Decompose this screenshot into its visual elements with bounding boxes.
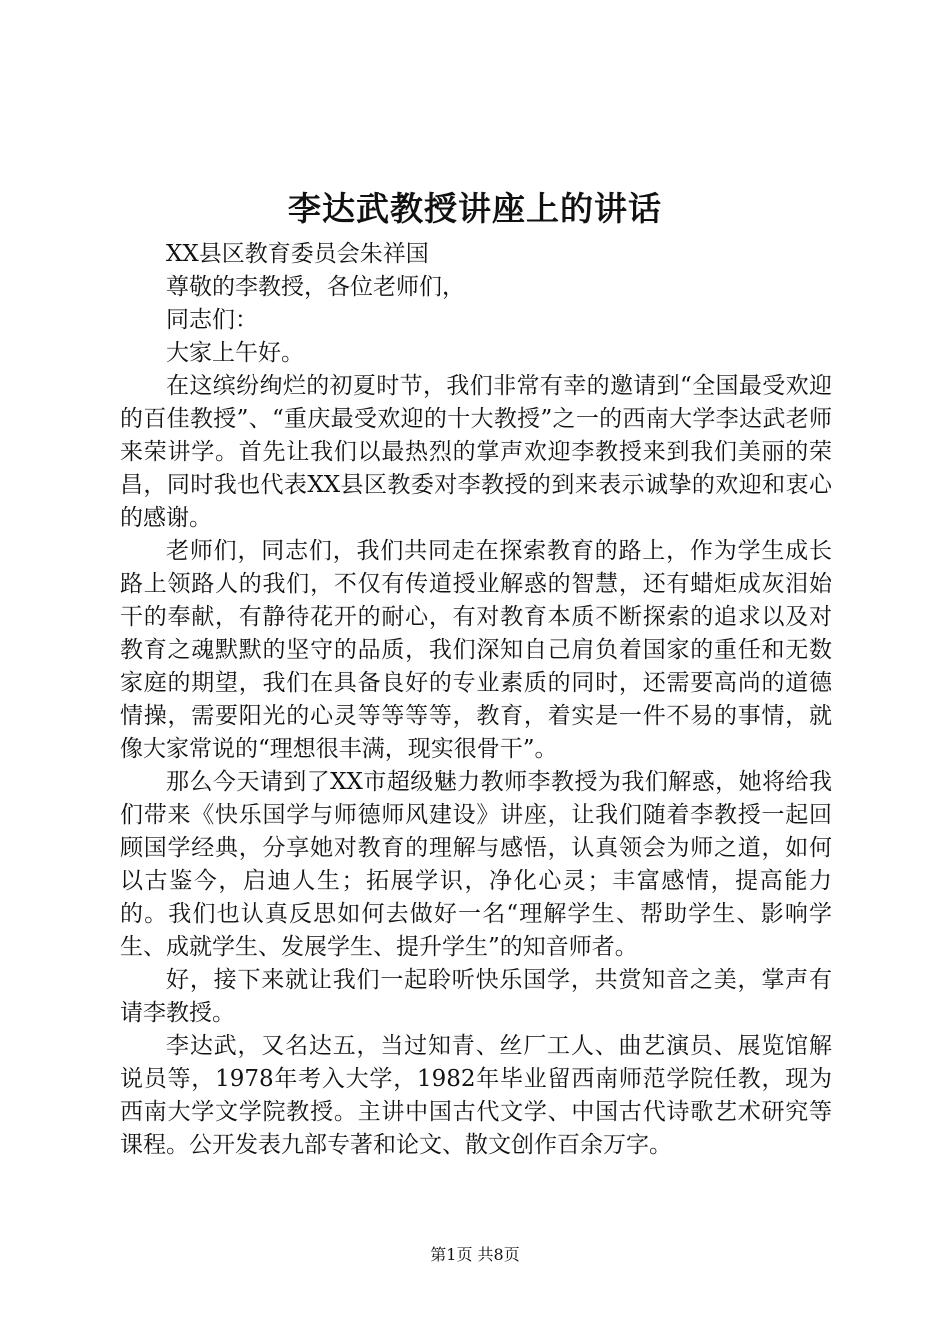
body-paragraph: 那么今天请到了XX市超级魅力教师李教授为我们解惑，她将给我们带来《快乐国学与师德师风建设》讲座，让我们随着李教授一起回顾国学经典，分享她对教育的理解与感悟，认真领会为师之道，如何以古鉴今，启迪人生；拓展学识，净化心灵；丰富感情，提高能力的。我们也认真反思如何去做好一名“理解学生、帮助学生、影响学生、成就学生、发展学生、提升学生”的知音师者。 [120,769,832,960]
body-paragraph: 老师们，同志们，我们共同走在探索教育的路上，作为学生成长路上领路人的我们，不仅有传道授业解惑的智慧，还有蜡炬成灰泪始干的奉献，有静待花开的耐心，有对教育本质不断探索的追求以及对教育之魂默默的坚守的品质，我们深知自己肩负着国家的重任和无数家庭的期望，我们在具备良好的专业素质的同时，还需要高尚的道德情操，需要阳光的心灵等等等等，教育，着实是一件不易的事情，就像大家常说的“理想很丰满，现实很骨干”。 [120,538,832,762]
body-paragraph: 在这缤纷绚烂的初夏时节，我们非常有幸的邀请到“全国最受欢迎的百佳教授”、“重庆最受欢迎的十大教授”之一的西南大学李达武老师来荣讲学。首先让我们以最热烈的掌声欢迎李教授来到我们美丽的荣昌，同时我也代表XX县区教委对李教授的到来表示诚挚的欢迎和衷心的感谢。 [120,373,832,531]
greeting-line: 大家上午好。 [166,340,304,366]
document-title: 李达武教授讲座上的讲话 [288,189,662,228]
body-paragraph: 李达武，又名达五，当过知青、丝厂工人、曲艺演员、展览馆解说员等，1978年考入大学，1982年毕业留西南师范学院任教，现为西南大学文学院教授。主讲中国古代文学、中国古代诗歌艺术研究等课程。公开发表九部专著和论文、散文创作百余万字。 [120,1033,832,1158]
document-body [120,238,832,1162]
salutation-line: 尊敬的李教授，各位老师们， [166,274,465,300]
page-number: 第1页 共8页 [430,1245,520,1264]
body-paragraph: 好，接下来就让我们一起聆听快乐国学，共赏知音之美，掌声有请李教授。 [120,967,832,1026]
author-line: XX县区教育委员会朱祥国 [166,241,429,267]
salutation-line: 同志们： [166,307,258,333]
